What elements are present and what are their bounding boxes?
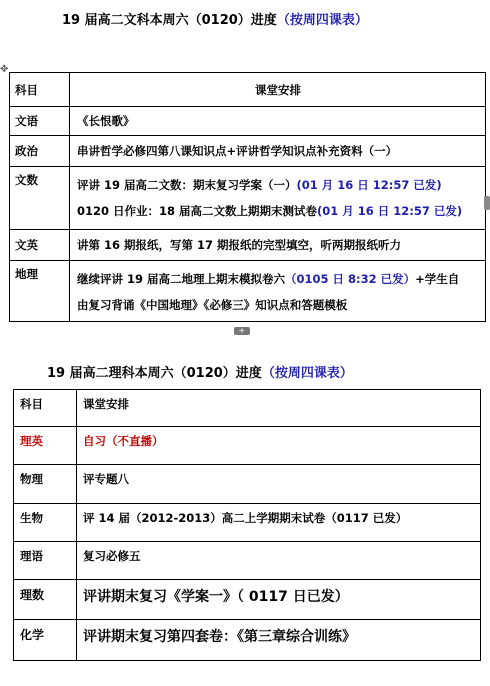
- arrangement-line: [77, 172, 479, 198]
- arrangement-cell: 评讲期末复习第四套卷：《第三章综合训练》: [77, 620, 481, 661]
- subject-cell: 化学: [14, 620, 77, 661]
- table-header-row: [10, 73, 486, 107]
- arrangement-line: [77, 198, 479, 224]
- arrangement-cell: 复习必修五: [77, 542, 481, 580]
- table-resize-handle-icon[interactable]: +: [234, 327, 250, 335]
- arrangement-cell: 《长恨歌》: [70, 107, 486, 136]
- subject-cell: 生物: [14, 504, 77, 542]
- arrangement-line: [77, 266, 479, 292]
- arts-schedule-table: [9, 72, 486, 322]
- table-header-row: [14, 390, 481, 427]
- arrangement-cell: 评专题八: [77, 465, 481, 504]
- table-row: [10, 230, 486, 261]
- arrangement-cell: [70, 167, 486, 230]
- table-row: [14, 504, 481, 542]
- table-row: [10, 136, 486, 167]
- subject-cell: 文语: [10, 107, 70, 136]
- sent-note: (01 月 16 日 12:57 已发): [296, 178, 442, 192]
- arrangement-cell: 串讲哲学必修四第八课知识点+评讲哲学知识点补充资料（一）: [70, 136, 486, 167]
- section1-title-text: 19 届高二文科本周六（0120）进度: [62, 13, 277, 28]
- table-row: [10, 107, 486, 136]
- header-arrangement: 课堂安排: [77, 390, 481, 427]
- section2-title-text: 19 届高二理科本周六（0120）进度: [47, 366, 262, 381]
- sent-note: (01 月 16 日 12:57 已发): [317, 204, 463, 218]
- arrangement-cell: 评 14 届（2012-2013）高二上学期期末试卷（0117 已发）: [77, 504, 481, 542]
- table-row: [14, 427, 481, 465]
- subject-cell: 物理: [14, 465, 77, 504]
- header-subject: 科目: [10, 73, 70, 107]
- arrangement-cell: 讲第 16 期报纸，写第 17 期报纸的完型填空，听两期报纸听力: [70, 230, 486, 261]
- table-row: [14, 465, 481, 504]
- section1-title-note: （按周四课表）: [276, 13, 368, 28]
- arrangement-text: 继续评讲 19 届高二地理上期末模拟卷六: [77, 272, 286, 286]
- subject-cell: 文英: [10, 230, 70, 261]
- table-row: [14, 542, 481, 580]
- table-move-handle-icon[interactable]: ✥: [0, 64, 9, 75]
- subject-cell: 政治: [10, 136, 70, 167]
- section2-title: [47, 362, 353, 381]
- subject-cell: 理英: [14, 427, 77, 465]
- table-row: [14, 620, 481, 661]
- table-row: [14, 580, 481, 620]
- header-arrangement: 课堂安排: [70, 73, 486, 107]
- header-subject: 科目: [14, 390, 77, 427]
- subject-cell: 地理: [10, 261, 70, 322]
- arrangement-text: +学生自: [415, 272, 460, 286]
- side-scroll-marker[interactable]: [484, 196, 490, 210]
- arrangement-text: 评讲 19 届高二文数：期末复习学案（一）: [77, 178, 297, 192]
- arrangement-text: 0120 日作业：18 届高二文数上期期末测试卷: [77, 204, 318, 218]
- arrangement-line: 由复习背诵《中国地理》《必修三》知识点和答题模板: [77, 298, 348, 312]
- arrangement-cell: 自习（不直播）: [77, 427, 481, 465]
- sent-note: （0105 日 8:32 已发）: [285, 272, 416, 286]
- subject-cell: 理语: [14, 542, 77, 580]
- section2-title-note: （按周四课表）: [261, 366, 353, 381]
- table-row: [10, 167, 486, 230]
- subject-cell: 文数: [10, 167, 70, 230]
- section1-title: [62, 9, 368, 28]
- science-schedule-table: [13, 389, 481, 661]
- subject-cell: 理数: [14, 580, 77, 620]
- arrangement-cell: [70, 261, 486, 322]
- table-row: [10, 261, 486, 322]
- arrangement-cell: 评讲期末复习《学案一》（ 0117 日已发）: [77, 580, 481, 620]
